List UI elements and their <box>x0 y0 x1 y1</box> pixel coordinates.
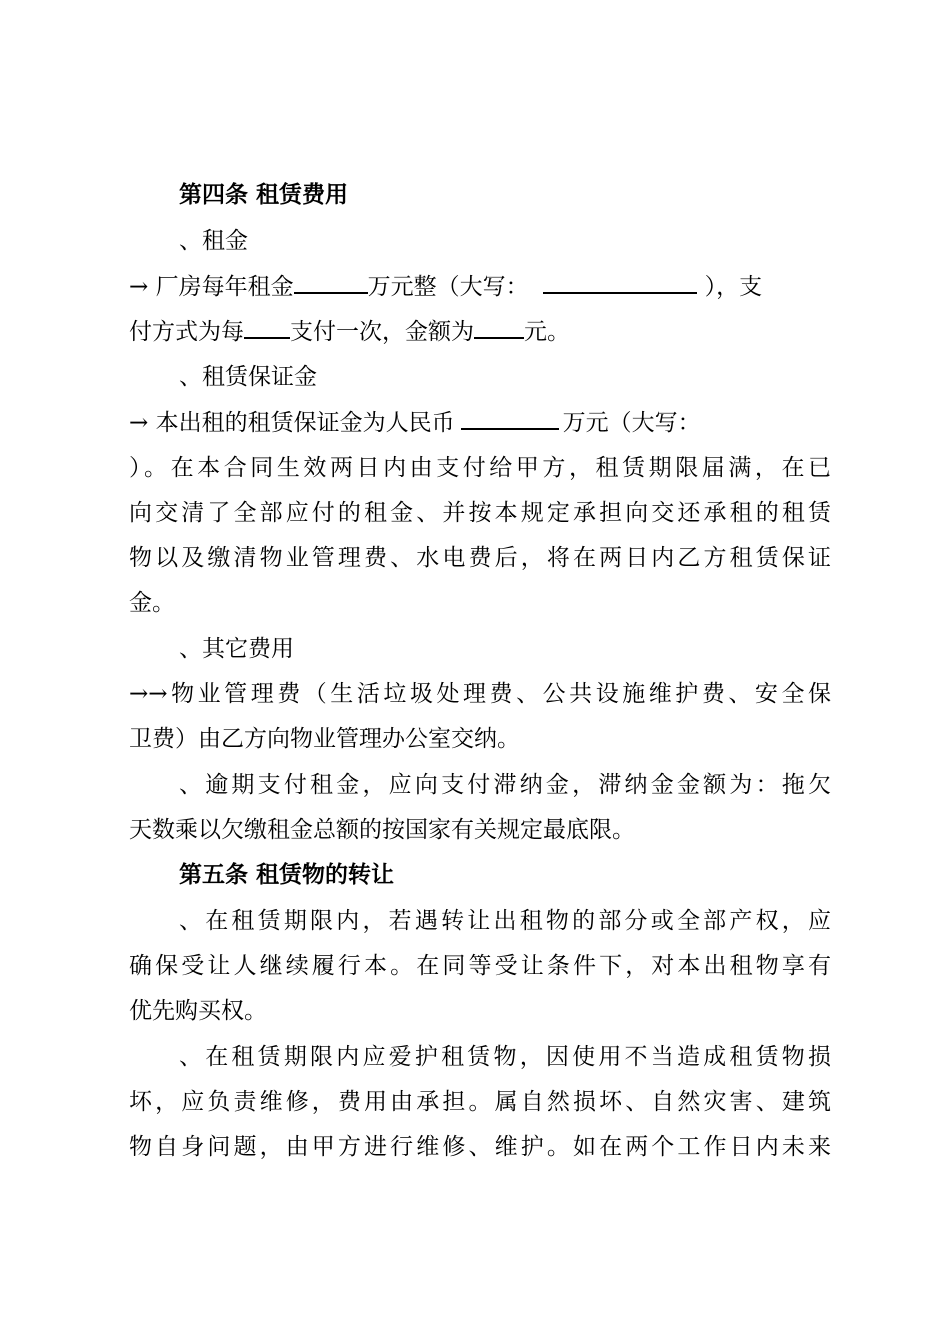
deposit-subheading: 、租赁保证金 <box>179 364 317 390</box>
deposit-amount-blank <box>461 408 559 430</box>
annual-rent-blank <box>294 272 368 294</box>
payment-amount-blank <box>474 317 524 339</box>
rent-line-2-c: 元。 <box>524 319 570 345</box>
rent-uppercase-blank <box>543 272 697 294</box>
transfer-para-2-line-2: 坏，应负责维修，费用由承担。属自然损坏、自然灾害、建筑 <box>129 1089 831 1115</box>
deposit-line-3: 向交清了全部应付的租金、并按本规定承担向交还承租的租赁 <box>129 500 831 526</box>
transfer-para-1-line-2: 确保受让人继续履行本。在同等受让条件下，对本出租物享有 <box>129 953 831 979</box>
deposit-line-1 <box>129 408 831 438</box>
rent-line-1-mid: 万元整（大写： <box>367 274 529 300</box>
rent-line-2-b: 支付一次，金额为 <box>290 319 474 345</box>
deposit-line-2: ）。在本合同生效两日内由支付给甲方，租赁期限届满，在已 <box>129 455 831 481</box>
transfer-para-1-line-1: 、在租赁期限内，若遇转让出租物的部分或全部产权，应 <box>179 908 831 934</box>
deposit-line-4: 物以及缴清物业管理费、水电费后，将在两日内乙方租赁保证 <box>129 545 831 571</box>
late-fee-line-2: 天数乘以欠缴租金总额的按国家有关规定最底限。 <box>129 817 635 843</box>
rent-line-2 <box>129 317 831 347</box>
rent-subheading: 、租金 <box>179 228 248 254</box>
other-fees-line-2: 卫费）由乙方向物业管理办公室交纳。 <box>129 726 520 752</box>
rent-line-1-end: ），支 <box>704 274 763 300</box>
payment-period-blank <box>244 317 290 339</box>
article-5-heading: 第五条 租赁物的转让 <box>179 861 395 888</box>
rent-line-2-a: 付方式为每 <box>129 319 244 345</box>
deposit-line-1-mid: 万元（大写： <box>562 410 701 436</box>
deposit-line-1-prefix: → 本出租的租赁保证金为人民币 <box>129 410 455 436</box>
transfer-para-1-line-3: 优先购买权。 <box>129 998 267 1024</box>
transfer-para-2-line-3: 物自身问题，由甲方进行维修、维护。如在两个工作日内未来 <box>129 1134 831 1160</box>
rent-line-1 <box>129 272 831 302</box>
deposit-line-5: 金。 <box>129 590 175 616</box>
rent-line-1-prefix: → 厂房每年租金 <box>129 274 294 300</box>
transfer-para-2-line-1: 、在租赁期限内应爱护租赁物，因使用不当造成租赁物损 <box>179 1044 831 1070</box>
other-fees-line-1: →→物业管理费（生活垃圾处理费、公共设施维护费、安全保 <box>129 681 831 707</box>
article-4-heading: 第四条 租赁费用 <box>179 181 349 208</box>
other-fees-subheading: 、其它费用 <box>179 636 294 662</box>
late-fee-line-1: 、逾期支付租金，应向支付滞纳金，滞纳金金额为：拖欠 <box>179 772 831 798</box>
